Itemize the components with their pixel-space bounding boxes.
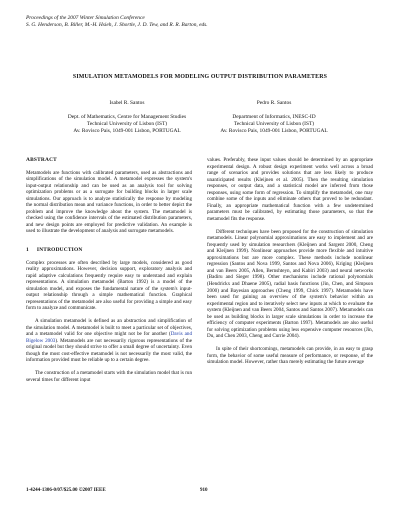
left-column xyxy=(26,157,192,389)
author-department: Dept. of Mathematics, Centre for Management Studies xyxy=(67,114,187,121)
author-address: Av. Rovisco Pais, 1049-001 Lisbon, PORTUGAL xyxy=(220,128,328,135)
section-number: 1 xyxy=(26,247,29,254)
page-number: 910 xyxy=(200,488,208,493)
author-name: Isabel R. Santos xyxy=(109,100,145,106)
proceedings-title: Proceedings of the 2007 Winter Simulation Conference xyxy=(26,15,145,21)
section-heading-introduction xyxy=(26,247,192,254)
right-column xyxy=(207,157,373,372)
author-address: Av. Rovisco Pais, 1049-001 Lisbon, PORTUGAL xyxy=(73,128,181,135)
proceedings-editors: S. G. Henderson, B. Biller, M.-H. Hsieh, J. Shortle, J. D. Tew, and R. R. Barton, eds. xyxy=(26,22,208,29)
author-block-1 xyxy=(52,100,202,135)
paper-title: SIMULATION METAMODELS FOR MODELING OUTPUT DISTRIBUTION PARAMETERS xyxy=(72,74,328,80)
abstract-heading: ABSTRACT xyxy=(26,157,57,163)
intro-paragraph-3: The construction of a metamodel starts with the simulation model that is run several times for different input xyxy=(26,370,192,383)
author-name: Pedro R. Santos xyxy=(256,100,292,106)
section-title: INTRODUCTION xyxy=(36,247,83,254)
right-paragraph-2: Different techniques have been proposed for the construction of simulation metamodels. Linear polynomial approximations are easy to implement and are frequently used by simulation researchers (Kleijnen and Sargent 2000, Cheng and Kleijnen 1999). Nonlinear approaches provide more flexible and intuitive approximations but are more complex. These methods include nonlinear regression (Santos and Nova 1999, Santos and Nova 2006), Kriging (Kleijnen and van Beers 2005, Allen, Bernshteyn, and Kabiri 2003) and neural networks (Badiru and Sieger 1998). Other mechanisms include rational polynomials (Hendrickx and Dhaene 2005), radial basis functions (Jin, Chen, and Simpson 2000) and Bayesian approaches (Cheng 1999, Chick 1997). Metamodels have been used for gaining an overview of the system's behavior within an experimental region and to iteratively select new inputs at which to evaluate the system (Kleijnen and van Beers 2004, Santos and Santos 2007). Metamodels can be used as building blocks in larger scale simulations in order to increase the efficiency of computer experiments (Barton 1997). Metamodels are also useful for solving optimization problems using less expensive computer resources (Jin, Du, and Chen 2003, Cheng and Currie 2004). xyxy=(207,228,373,340)
right-paragraph-3: In spite of their shortcomings, metamodels can provide, in an easy to grasp form, the behavior of some useful measure of performance, or response, of the simulation model. However, rather than merely estimating the future average xyxy=(207,346,373,366)
citation-link[interactable]: Davis and Bigelow 2003 xyxy=(26,331,192,344)
intro-paragraph-2 xyxy=(26,318,192,364)
paragraph-text: ). Metamodels are not necessarily rigorous representations of the original model but they should strive to offer a small degree of uncertainty. Even though the most cost-effective metamodel is not necessarily the most valid, the information provided must be reliable up to a certain degree. xyxy=(26,337,192,364)
author-block-2 xyxy=(199,100,349,135)
isbn-copyright: 1-4244-1306-0/07/$25.00 ©2007 IEEE xyxy=(26,488,106,493)
right-paragraph-1: values. Preferably, these input values should be determined by an appropriate experimental design. A robust design experiment works well across a broad range of scenarios and provides solutions that are less likely to produce unanticipated results (Kleijnen et al. 2005). Then the resulting simulation responses, or output data, and a statistical model are inferred from those responses, using some form of regression. To simplify the metamodel, one may combine some of the inputs and eliminate others that proved to be redundant. Finally, an appropriate mathematical function with a few undetermined parameters must be calibrated, by estimating those parameters, so that the metamodel fits the response. xyxy=(207,157,373,222)
author-institution: Technical University of Lisbon (IST) xyxy=(86,121,168,128)
paragraph-text: A simulation metamodel is defined as an abstraction and simplification of the simulation model. A metamodel is built to meet a particular set of objectives, and a metamodel valid for one objective might not be for another ( xyxy=(26,318,192,338)
author-department: Department of Informatics, INESC-ID xyxy=(232,114,316,121)
proceedings-header xyxy=(26,15,386,29)
author-institution: Technical University of Lisbon (IST) xyxy=(233,121,315,128)
abstract-text: Metamodels are functions with calibrated parameters, used as abstractions and simplifications of the simulation model. A metamodel expresses the system's input-output relationship and can be used as an analysis tool for solving optimization problems or as a surrogate for building blocks in larger scale simulations. Our approach is to analyze statistically the response by modeling the normal distribution mean and variance functions, in order to better depict the problem and improve the knowledge about the system. The metamodel is checked using the confidence intervals of the estimated distribution parameters, and new design points are employed for predictive validation. An example is used to illustrate the development of analysis and surrogate metamodels. xyxy=(26,169,192,235)
intro-paragraph-1: Complex processes are often described by large models, considered as good reality approximations. However, decision support, exploratory analysis and rapid adaptive calculations frequently require easy to understand and explain representations. A simulation metamodel (Barton 1992) is a model of the simulation model, and exposes the fundamental nature of the system's input-output relationship through a simple mathematical function. Graphical representations of the metamodel are also useful for providing a simple and easy form to analyze and communicate. xyxy=(26,259,192,312)
